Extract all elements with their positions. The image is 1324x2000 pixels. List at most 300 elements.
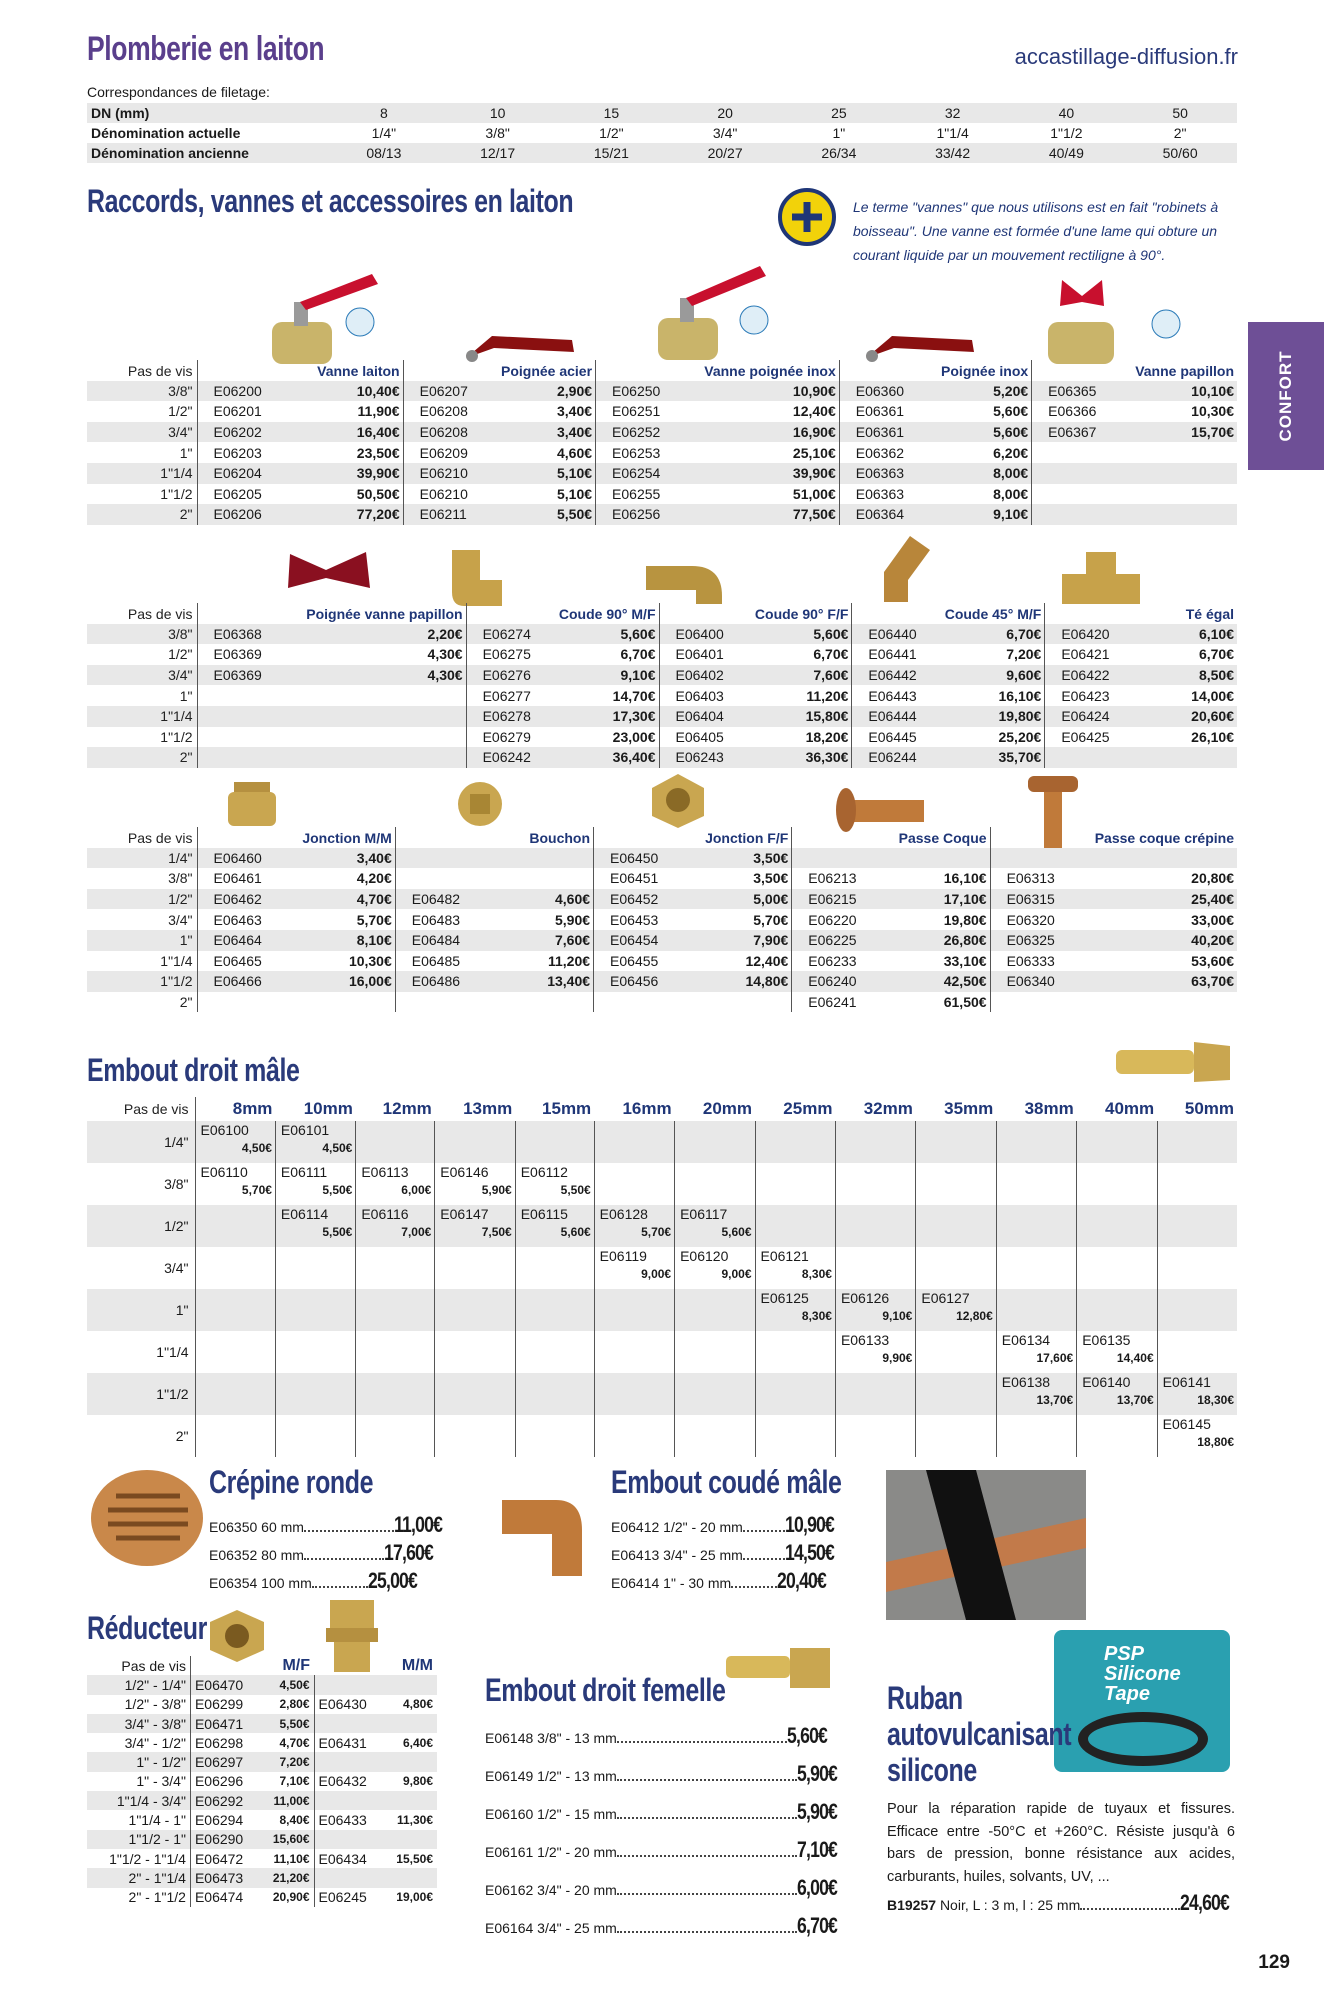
- product-price: 10,40€: [316, 381, 403, 402]
- reducer-size: 1"1/4 - 1": [87, 1810, 190, 1829]
- table-row: [87, 706, 1237, 727]
- product-price: [510, 868, 594, 889]
- embout-cell: [755, 1289, 835, 1331]
- product-column-header: Poignée vanne papillon: [197, 603, 466, 624]
- embout-cell: [594, 1121, 674, 1163]
- product-price: 3,40€: [312, 848, 396, 869]
- embout-cell: [835, 1373, 915, 1415]
- embout-cell: [1157, 1289, 1237, 1331]
- product-price: 6,00€: [401, 1183, 432, 1197]
- table-row: [87, 727, 1237, 748]
- product-code: E06240: [792, 971, 907, 992]
- product-price: [383, 1830, 437, 1849]
- product-price: 5,90€: [554, 911, 591, 928]
- product-price: 25,00€: [367, 1568, 417, 1593]
- category-tab[interactable]: [1248, 322, 1324, 470]
- product-code: [314, 1791, 383, 1810]
- product-code: E06485: [395, 951, 510, 972]
- product-price: 6,70€: [813, 646, 849, 663]
- product-code: E06363: [839, 463, 958, 484]
- product-code: E06483: [395, 909, 510, 930]
- thread-size: 1/2": [87, 889, 197, 910]
- product-price: [1151, 504, 1237, 525]
- product-price: 39,90€: [316, 463, 403, 484]
- product-code: E06117: [680, 1206, 728, 1222]
- thread-row-label: DN (mm): [87, 103, 327, 123]
- product-price: [510, 992, 594, 1013]
- brass-valve-stainless-handle-image: [652, 242, 776, 368]
- product-price: 5,50€: [322, 1225, 353, 1239]
- table-row: [87, 665, 1237, 686]
- product-price: 36,40€: [578, 747, 659, 768]
- product-code: E06245: [314, 1888, 383, 1907]
- thread-size: 3/4": [87, 665, 197, 686]
- product-price: 5,70€: [753, 911, 789, 928]
- butterfly-valve-image: [1042, 266, 1192, 368]
- product-code: [1032, 442, 1151, 463]
- embout-cell: [996, 1121, 1076, 1163]
- product-code: E06145: [1162, 1416, 1211, 1432]
- product-price: 11,20€: [806, 687, 849, 704]
- product-code: E06290: [190, 1830, 259, 1849]
- price-line: [209, 1540, 454, 1568]
- product-code: E06133: [840, 1332, 890, 1348]
- product-code: [594, 992, 709, 1013]
- product-code: [197, 992, 312, 1013]
- embout-cell: [1077, 1121, 1157, 1163]
- product-code: E06473: [190, 1868, 259, 1887]
- product-price: 17,60€: [383, 1540, 434, 1565]
- hose-size-header: 10mm: [303, 1099, 353, 1118]
- embout-cell: [755, 1121, 835, 1163]
- product-code: E06456: [594, 971, 709, 992]
- thread-cell: 25: [782, 103, 896, 123]
- embout-cell: [515, 1415, 594, 1457]
- butterfly-handle-image: [286, 548, 386, 592]
- brass-ball-valve-red-lever-image: [262, 262, 382, 368]
- table-row: [87, 889, 1237, 910]
- product-code: E06140: [1082, 1374, 1131, 1390]
- product-price: 15,60€: [259, 1830, 314, 1849]
- product-price: 16,90€: [737, 422, 840, 443]
- embout-cell: [275, 1121, 355, 1163]
- table-row: [87, 644, 1237, 665]
- table-row: [87, 1331, 1237, 1373]
- product-code: E06243: [659, 747, 771, 768]
- thread-size: 1"1/4: [87, 706, 197, 727]
- product-code: E06205: [197, 484, 316, 505]
- product-code: E06361: [839, 401, 958, 422]
- product-code: E06100: [200, 1122, 249, 1138]
- embout-cell: [435, 1373, 515, 1415]
- product-desc: 100 mm: [261, 1575, 312, 1591]
- embout-cell: [1157, 1415, 1237, 1457]
- product-code: E06450: [594, 848, 709, 869]
- hose-size-header: 40mm: [1104, 1099, 1155, 1118]
- embout-cell: [1157, 1247, 1237, 1289]
- site-url[interactable]: accastillage-diffusion.fr: [1014, 44, 1238, 69]
- product-price: 23,00€: [612, 728, 656, 745]
- thread-size: 1": [87, 442, 197, 463]
- product-code: E06414: [611, 1575, 660, 1591]
- product-code: E06213: [792, 868, 907, 889]
- thread-row: [87, 123, 1237, 143]
- product-price: 19,80€: [964, 706, 1045, 727]
- category-tab-label: CONFORT: [1276, 350, 1295, 442]
- embout-cell: [1077, 1163, 1157, 1205]
- elbow-90-ff-image: [642, 556, 732, 606]
- product-price: 17,30€: [578, 706, 659, 727]
- embout-cell: [1157, 1121, 1237, 1163]
- product-price: 18,30€: [1197, 1393, 1234, 1407]
- table-row: [87, 1163, 1237, 1205]
- embout-cell: [515, 1331, 594, 1373]
- product-code: [395, 992, 510, 1013]
- product-price: 5,90€: [481, 1183, 512, 1197]
- product-code: E06432: [314, 1772, 383, 1791]
- product-price: 25,10€: [792, 444, 836, 461]
- table-row: [87, 1810, 437, 1829]
- thread-size: 1/2": [87, 401, 197, 422]
- product-price: 50,50€: [356, 485, 400, 502]
- embout-cell: [435, 1205, 515, 1247]
- table-row: [87, 868, 1237, 889]
- product-code: E06367: [1032, 422, 1151, 443]
- product-code: E06366: [1032, 401, 1151, 422]
- product-price: 11,90€: [357, 403, 400, 420]
- embout-cell: [755, 1331, 835, 1373]
- embout-cell: [675, 1163, 755, 1205]
- product-code: [314, 1752, 383, 1771]
- product-code: E06209: [403, 442, 522, 463]
- product-code: E06360: [839, 381, 958, 402]
- product-code: E06434: [314, 1849, 383, 1868]
- embout-cell: [835, 1121, 915, 1163]
- product-price: 5,60€: [578, 624, 659, 645]
- product-price: 20,60€: [1156, 706, 1237, 727]
- reducer-size: 1"1/2 - 1"1/4: [87, 1849, 190, 1868]
- pas-label: Pas de vis: [87, 360, 197, 381]
- tape-description: Pour la réparation rapide de tuyaux et fissures. Efficace entre -50°C et +260°C. Résiste jusqu'à 6 bars de pression, bonne résistance aux acides, carburants, huiles, solvants, UV, ...: [887, 1801, 1235, 1885]
- product-price: 5,70€: [641, 1225, 672, 1239]
- product-column-header: Coude 90° F/F: [659, 603, 852, 624]
- product-price: 9,90€: [882, 1351, 913, 1365]
- product-code: E06252: [596, 422, 737, 443]
- product-desc: 1/2" - 20 mm: [663, 1519, 743, 1535]
- product-code: E06121: [760, 1248, 809, 1264]
- product-code: E06138: [1001, 1374, 1051, 1390]
- embout-cell: [275, 1247, 355, 1289]
- product-price: 5,10€: [556, 485, 593, 502]
- product-price: 7,50€: [481, 1225, 512, 1239]
- product-code: E06441: [852, 644, 964, 665]
- embout-cell: [916, 1415, 996, 1457]
- product-price: 3,40€: [522, 422, 595, 443]
- product-code: E06250: [596, 381, 737, 402]
- product-price: 7,10€: [279, 1774, 310, 1789]
- product-price: 20,40€: [777, 1568, 827, 1593]
- embout-cell: [916, 1121, 996, 1163]
- product-code: E06313: [990, 868, 1133, 889]
- embout-cell: [195, 1331, 275, 1373]
- embout-cell: [755, 1415, 835, 1457]
- embout-cell: [594, 1289, 674, 1331]
- product-price: 25,40€: [1134, 889, 1237, 910]
- table-row: [87, 1121, 1237, 1163]
- product-code: [314, 1830, 383, 1849]
- product-code: E06244: [852, 747, 964, 768]
- product-code: E06254: [596, 463, 737, 484]
- product-price: 3,50€: [753, 870, 789, 887]
- product-code: E06274: [466, 624, 578, 645]
- product-code: E06405: [659, 727, 771, 748]
- embout-cell: [675, 1205, 755, 1247]
- embout-cell: [435, 1331, 515, 1373]
- product-price: 11,00€: [393, 1512, 443, 1537]
- product-price: 5,60€: [721, 1225, 752, 1239]
- thread-size: 1"1/2: [87, 971, 197, 992]
- embout-cell: [996, 1289, 1076, 1331]
- table-row: [87, 422, 1237, 443]
- product-price: 6,10€: [1156, 624, 1237, 645]
- product-price: 5,70€: [241, 1183, 272, 1197]
- product-price: [383, 1752, 437, 1771]
- embout-cell: [1157, 1331, 1237, 1373]
- product-price: [1151, 442, 1237, 463]
- plug-image: [452, 776, 508, 830]
- product-code: [1032, 484, 1151, 505]
- product-price: 77,20€: [316, 504, 403, 525]
- product-code: E06207: [403, 381, 522, 402]
- table-row: [87, 971, 1237, 992]
- embout-cell: [275, 1289, 355, 1331]
- product-column-header: Passe coque crépine: [990, 827, 1237, 848]
- thread-cell: 12/17: [441, 143, 555, 163]
- product-price: 8,00€: [993, 485, 1029, 502]
- product-code: [1045, 747, 1157, 768]
- embout-cell: [275, 1373, 355, 1415]
- table-row: [87, 1289, 1237, 1331]
- product-code: E06463: [197, 909, 312, 930]
- product-price: [1134, 992, 1237, 1013]
- embout-cell: [996, 1247, 1076, 1289]
- thread-size: 3/4": [87, 1247, 195, 1289]
- product-code: E06111: [280, 1164, 328, 1180]
- embout-cell: [594, 1331, 674, 1373]
- page-title: Plomberie en laiton: [87, 30, 325, 68]
- product-column-header: Bouchon: [395, 827, 593, 848]
- thread-cell: 40/49: [1010, 143, 1124, 163]
- product-price: 18,20€: [805, 728, 849, 745]
- product-price: 8,10€: [312, 930, 396, 951]
- product-code: E06233: [792, 951, 907, 972]
- product-price: 12,80€: [956, 1309, 993, 1323]
- product-price: 5,60€: [786, 1723, 827, 1748]
- table-row: [87, 951, 1237, 972]
- embout-cell: [996, 1163, 1076, 1205]
- product-price: 5,70€: [356, 911, 392, 928]
- table-row: [87, 685, 1237, 706]
- product-code: E06299: [194, 1696, 244, 1713]
- straight-male-table: [87, 1097, 1237, 1457]
- product-code: E06298: [194, 1734, 244, 1751]
- product-price: 8,30€: [801, 1267, 832, 1281]
- product-price: 4,60€: [510, 889, 594, 910]
- price-line: [485, 1756, 835, 1794]
- embout-cell: [675, 1247, 755, 1289]
- product-price: [383, 1791, 437, 1810]
- product-price: 10,10€: [1151, 381, 1237, 402]
- product-price: [383, 1714, 437, 1733]
- product-code: E06204: [197, 463, 316, 484]
- product-code: E06120: [680, 1248, 729, 1264]
- product-code: E06200: [197, 381, 316, 402]
- product-code: [197, 706, 364, 727]
- product-code: E06482: [395, 889, 510, 910]
- thread-size: 1"1/4: [87, 463, 197, 484]
- thread-row: [87, 143, 1237, 163]
- product-price: [364, 727, 466, 748]
- thread-row: [87, 103, 1237, 123]
- table-row: [87, 442, 1237, 463]
- product-price: 13,70€: [1116, 1393, 1154, 1407]
- product-column-header: Vanne poignée inox: [596, 360, 840, 381]
- table-row: [87, 909, 1237, 930]
- product-price: 4,20€: [356, 870, 392, 887]
- price-line: [485, 1832, 835, 1870]
- product-code: E06442: [852, 665, 964, 686]
- price-line: [485, 1718, 835, 1756]
- thread-size: 2": [87, 504, 197, 525]
- grid-header-row: [87, 603, 1237, 624]
- table-row: [87, 747, 1237, 768]
- product-code: E06115: [520, 1206, 568, 1222]
- grid-header-row: [87, 360, 1237, 381]
- product-column-header: Passe Coque: [792, 827, 990, 848]
- product-price: 14,70€: [612, 687, 656, 704]
- product-price: 23,50€: [356, 444, 400, 461]
- product-code: E06208: [403, 401, 522, 422]
- product-code: E06256: [596, 504, 737, 525]
- embout-cell: [594, 1247, 674, 1289]
- product-code: E06445: [852, 727, 964, 748]
- product-price: 36,30€: [771, 747, 852, 768]
- product-price: 8,00€: [959, 463, 1032, 484]
- embout-cell: [435, 1289, 515, 1331]
- embout-cell: [1157, 1163, 1237, 1205]
- embout-cell: [435, 1163, 515, 1205]
- product-desc: 3/8" - 13 mm: [537, 1730, 617, 1746]
- embout-cell: [755, 1247, 835, 1289]
- product-price: 53,60€: [1191, 952, 1234, 969]
- product-desc: 80 mm: [261, 1547, 304, 1563]
- product-code: [314, 1714, 383, 1733]
- product-code: E06127: [921, 1290, 970, 1306]
- product-price: 4,50€: [322, 1141, 353, 1155]
- embout-cell: [916, 1373, 996, 1415]
- product-code: E06350: [209, 1519, 258, 1535]
- hose-size-header: 8mm: [232, 1099, 273, 1118]
- product-code: E06422: [1045, 665, 1157, 686]
- product-price: 11,00€: [259, 1791, 314, 1810]
- product-code: E06162: [485, 1882, 534, 1898]
- embout-cell: [356, 1331, 435, 1373]
- product-price: 4,50€: [259, 1675, 314, 1694]
- info-note: Le terme "vannes" que nous utilisons est en fait "robinets à boisseau". Une vanne est formée d'une lame qui obture un courant liquide par un mouvement rectiligne à 90°.: [853, 199, 1219, 263]
- product-price: 15,50€: [396, 1851, 433, 1866]
- product-column-header: Poignée acier: [403, 360, 595, 381]
- reducer-size: 3/4" - 3/8": [87, 1714, 190, 1733]
- product-code: E06225: [792, 930, 907, 951]
- round-strainer-list: [209, 1512, 454, 1596]
- product-code: E06460: [197, 848, 312, 869]
- product-price: [364, 706, 466, 727]
- embout-cell: [1077, 1373, 1157, 1415]
- product-code: E06146: [440, 1164, 489, 1180]
- product-code: E06294: [194, 1812, 244, 1829]
- tape-on-pipe-image: [886, 1470, 1086, 1620]
- product-code: E06486: [395, 971, 510, 992]
- thread-cell: 50/60: [1123, 143, 1237, 163]
- embout-cell: [275, 1331, 355, 1373]
- embout-cell: [1077, 1205, 1157, 1247]
- product-code: E06211: [403, 504, 522, 525]
- product-code: E06420: [1045, 624, 1157, 645]
- embout-cell: [996, 1415, 1076, 1457]
- product-price: 4,70€: [279, 1735, 310, 1750]
- product-code: E06148: [485, 1730, 534, 1746]
- reducer-size: 2" - 1"1/2: [87, 1888, 190, 1907]
- product-code: [395, 848, 510, 869]
- thread-size: 3/8": [87, 1163, 195, 1205]
- embout-cell: [1157, 1373, 1237, 1415]
- product-code: [197, 685, 364, 706]
- thread-cell: 40: [1010, 103, 1124, 123]
- reducer-table: [87, 1656, 437, 1907]
- thread-cell: 32: [896, 103, 1010, 123]
- elbow-male-title: Embout coudé mâle: [611, 1464, 842, 1500]
- product-code: E06425: [1045, 727, 1157, 748]
- table-row: [87, 1373, 1237, 1415]
- product-desc: 1" - 30 mm: [663, 1575, 732, 1591]
- thread-cell: 26/34: [782, 143, 896, 163]
- product-code: E06369: [197, 644, 364, 665]
- product-price: 2,80€: [279, 1697, 310, 1712]
- product-code: E06315: [990, 889, 1133, 910]
- product-code: E06333: [990, 951, 1133, 972]
- product-price: 11,20€: [547, 952, 591, 969]
- product-code: E06430: [314, 1695, 383, 1714]
- embout-cell: [835, 1415, 915, 1457]
- product-code: E06210: [403, 463, 522, 484]
- embout-cell: [356, 1121, 435, 1163]
- product-code: E06454: [594, 930, 709, 951]
- embout-cell: [275, 1415, 355, 1457]
- product-code: E06362: [839, 442, 958, 463]
- pkg-line-2: Silicone: [1104, 1663, 1181, 1685]
- thread-cell: 3/8": [485, 125, 510, 141]
- tape-title: [887, 1680, 1071, 1788]
- product-column-header: Coude 90° M/F: [466, 603, 659, 624]
- thread-size: 1": [87, 685, 197, 706]
- product-code: E06279: [466, 727, 578, 748]
- product-price: 5,60€: [560, 1225, 591, 1239]
- product-code: [990, 848, 1133, 869]
- embout-cell: [515, 1247, 594, 1289]
- product-price: 9,10€: [882, 1309, 913, 1323]
- product-price: 5,50€: [322, 1183, 353, 1197]
- table-row: [87, 1830, 437, 1849]
